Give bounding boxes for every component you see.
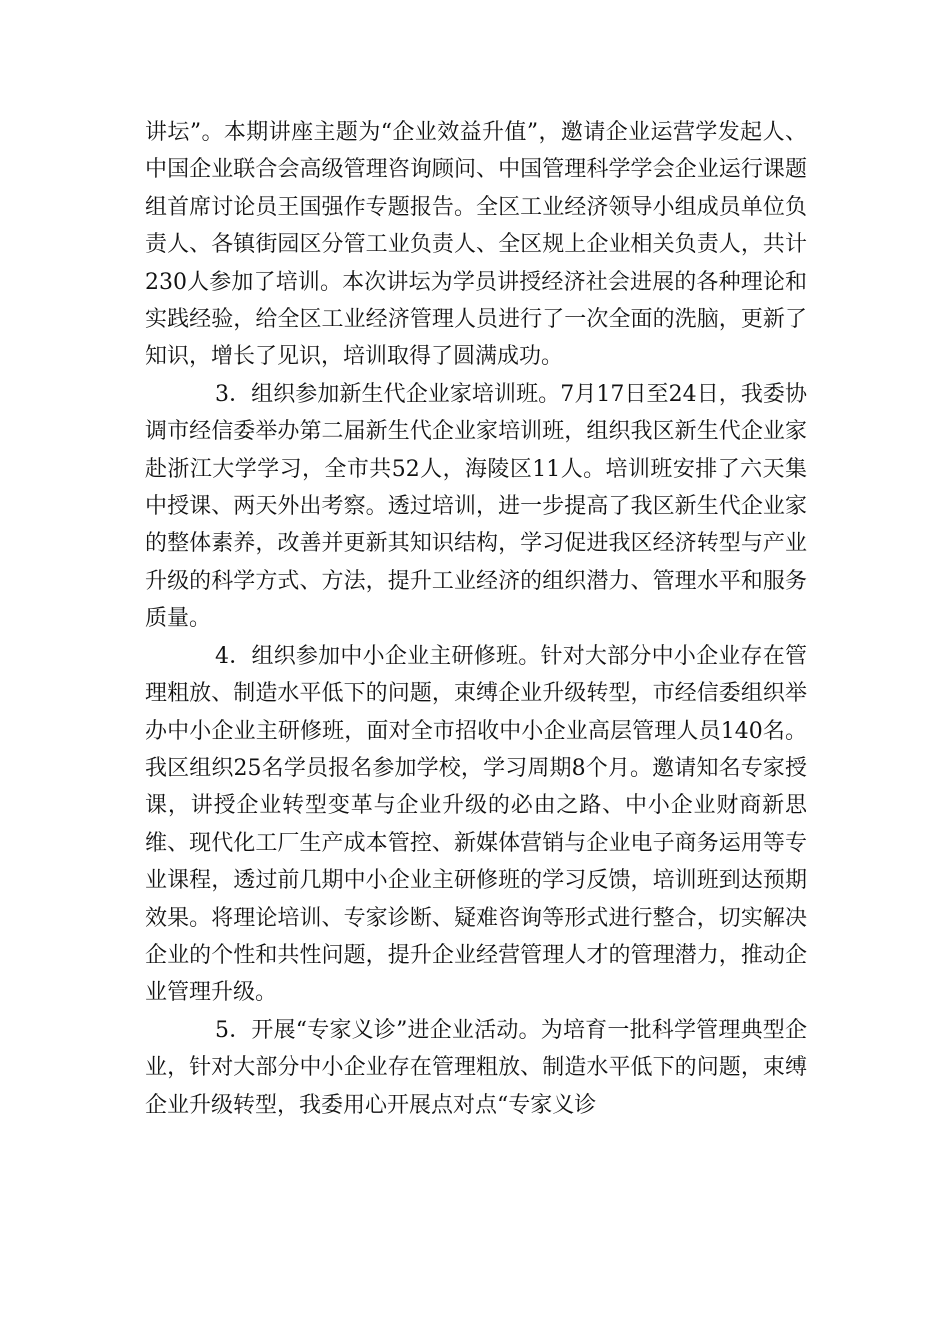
paragraph-3: 4．组织参加中小企业主研修班。针对大部分中小企业存在管理粗放、制造水平低下的问题，束缚企业升级转型，市经信委组织举办中小企业主研修班，面对全市招收中小企业高层管理人员140名。我区组织25名学员报名参加学校，学习周期8个月。邀请知名专家授课，讲授企业转型变革与企业升级的必由之路、中小企业财商新思维、现代化工厂生产成本管控、新媒体营销与企业电子商务运用等专业课程，透过前几期中小企业主研修班的学习反馈，培训班到达预期效果。将理论培训、专家诊断、疑难咨询等形式进行整合，切实解决企业的个性和共性问题，提升企业经营管理人才的管理潜力，推动企业管理升级。 <box>145 643 807 1006</box>
paragraph-1: 讲坛”。本期讲座主题为“企业效益升值”，邀请企业运营学发起人、中国企业联合会高级管理咨询顾问、中国管理科学学会企业运行课题组首席讨论员王国强作专题报告。全区工业经济领导小组成员单位负责人、各镇街园区分管工业负责人、全区规上企业相关负责人，共计230人参加了培训。本次讲坛为学员讲授经济社会进展的各种理论和实践经验，给全区工业经济管理人员进行了一次全面的洗脑，更新了知识，增长了见识，培训取得了圆满成功。 <box>145 120 807 370</box>
paragraph-4: 5．开展“专家义诊”进企业活动。为培育一批科学管理典型企业，针对大部分中小企业存在管理粗放、制造水平低下的问题，束缚企业升级转型，我委用心开展点对点“专家义诊 <box>145 1017 807 1118</box>
document-page <box>145 114 807 1124</box>
paragraph-2: 3．组织参加新生代企业家培训班。7月17日至24日，我委协调市经信委举办第二届新生代企业家培训班，组织我区新生代企业家赴浙江大学学习，全市共52人，海陵区11人。培训班安排了六天集中授课、两天外出考察。透过培训，进一步提高了我区新生代企业家的整体素养，改善并更新其知识结构，学习促进我区经济转型与产业升级的科学方式、方法，提升工业经济的组织潜力、管理水平和服务质量。 <box>145 381 807 632</box>
